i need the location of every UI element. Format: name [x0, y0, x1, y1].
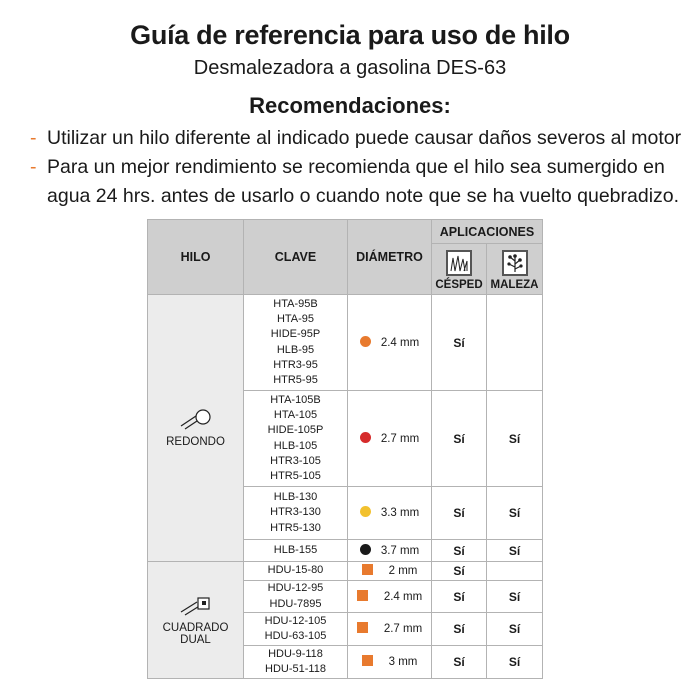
cesped-value: Sí [432, 646, 487, 679]
claves-cell [244, 487, 348, 540]
maleza-value: Sí [487, 581, 543, 613]
recommendations-heading: Recomendaciones: [249, 93, 451, 118]
recommendation-item [30, 124, 690, 153]
clave: HLB-95 [276, 343, 315, 356]
clave: HDU-63-105 [264, 630, 327, 642]
color-marker [357, 622, 368, 633]
diameter-cell [348, 581, 432, 613]
recommendation-text: Para un mejor rendimiento se recomienda que el hilo sea sumergido en agua 24 hrs. antes de usarlo o cuando note que se ha vuelto quebradizo. [47, 156, 680, 207]
claves-cell [244, 562, 348, 581]
recommendation-item [30, 153, 690, 211]
clave: HDU-15-80 [267, 564, 324, 577]
clave: HIDE-95P [270, 328, 321, 341]
clave: HDU-12-95 [267, 582, 324, 595]
diameter-cell [348, 646, 432, 679]
diameter-cell [348, 295, 432, 391]
diameter-value: 3.7 mm [380, 544, 420, 557]
page-title: Guía de referencia para uso de hilo [130, 20, 570, 50]
group-cell-redondo [148, 295, 244, 562]
diameter-cell [348, 391, 432, 487]
table-row [148, 295, 543, 391]
claves-cell [244, 613, 348, 646]
maleza-value: Sí [487, 391, 543, 487]
clave: HDU-9-118 [268, 647, 323, 660]
clave: HTR5-105 [270, 469, 321, 482]
maleza-value [487, 562, 543, 581]
clave: HTR3-95 [273, 358, 318, 371]
dash-bullet: - [30, 127, 37, 149]
color-marker [360, 432, 371, 443]
clave: HDU-51-118 [265, 663, 326, 675]
group-cell-cuadrado-dual [148, 562, 244, 679]
color-marker [360, 544, 371, 555]
color-marker [360, 506, 371, 517]
diameter-cell [348, 562, 432, 581]
diameter-value: 2.7 mm [383, 623, 423, 635]
header-aplicaciones: APLICACIONES [432, 220, 543, 244]
diameter-value: 2 mm [388, 565, 418, 577]
color-marker [357, 590, 368, 601]
diameter-cell [348, 487, 432, 540]
claves-cell [244, 540, 348, 562]
recommendation-text: Utilizar un hilo diferente al indicado puede causar daños severos al motor [47, 127, 682, 149]
cesped-value: Sí [432, 581, 487, 613]
claves-cell [244, 391, 348, 487]
maleza-value: Sí [487, 487, 543, 540]
recommendations-list [30, 124, 690, 211]
clave: HTA-105 [273, 409, 318, 422]
reference-table [147, 219, 543, 679]
cesped-value: Sí [432, 562, 487, 581]
clave: HIDE-105P [267, 424, 324, 437]
clave: HTR5-130 [270, 521, 321, 534]
dash-bullet: - [30, 156, 37, 178]
clave: HLB-130 [273, 491, 318, 504]
round-line-icon [179, 408, 213, 430]
clave: HDU-7895 [269, 597, 322, 610]
header-maleza: MALEZA [490, 279, 539, 291]
group-label: REDONDO [166, 436, 225, 448]
claves-cell [244, 295, 348, 391]
cesped-value: Sí [432, 540, 487, 562]
maleza-value [487, 295, 543, 391]
diameter-value: 3 mm [388, 656, 418, 668]
diameter-value: 2.7 mm [380, 432, 420, 445]
maleza-value: Sí [487, 540, 543, 562]
claves-cell [244, 581, 348, 613]
cesped-value: Sí [432, 295, 487, 391]
diameter-cell [348, 540, 432, 562]
diameter-value: 2.4 mm [383, 590, 423, 603]
page-subtitle: Desmalezadora a gasolina DES-63 [193, 57, 507, 79]
clave: HTA-95B [273, 297, 318, 310]
header-maleza-cell [487, 244, 543, 295]
color-marker [362, 564, 373, 575]
clave: HTR3-130 [270, 506, 321, 519]
square-dual-line-icon [179, 594, 213, 616]
color-marker [362, 655, 373, 666]
diameter-value: 3.3 mm [380, 507, 420, 519]
header-clave: CLAVE [244, 220, 348, 295]
header-cesped-cell [432, 244, 487, 295]
clave: HLB-155 [273, 543, 318, 556]
group-label: CUADRADO DUAL [162, 622, 229, 646]
clave: HTA-95 [276, 313, 315, 326]
diameter-cell [348, 613, 432, 646]
header-hilo: HILO [148, 220, 244, 295]
color-marker [360, 336, 371, 347]
header-diametro: DIÁMETRO [348, 220, 432, 295]
clave: HTR5-95 [273, 373, 318, 386]
maleza-value: Sí [487, 646, 543, 679]
cesped-value: Sí [432, 487, 487, 540]
clave: HTR3-105 [270, 454, 321, 467]
grass-icon [446, 250, 472, 276]
diameter-value: 2.4 mm [380, 336, 420, 349]
maleza-value: Sí [487, 613, 543, 646]
cesped-value: Sí [432, 391, 487, 487]
claves-cell [244, 646, 348, 679]
table-row [148, 562, 543, 581]
cesped-value: Sí [432, 613, 487, 646]
clave: HTA-105B [270, 393, 321, 406]
header-cesped: CÉSPED [435, 279, 483, 291]
clave: HDU-12-105 [264, 614, 327, 627]
clave: HLB-105 [273, 439, 318, 452]
weed-icon [502, 250, 528, 276]
